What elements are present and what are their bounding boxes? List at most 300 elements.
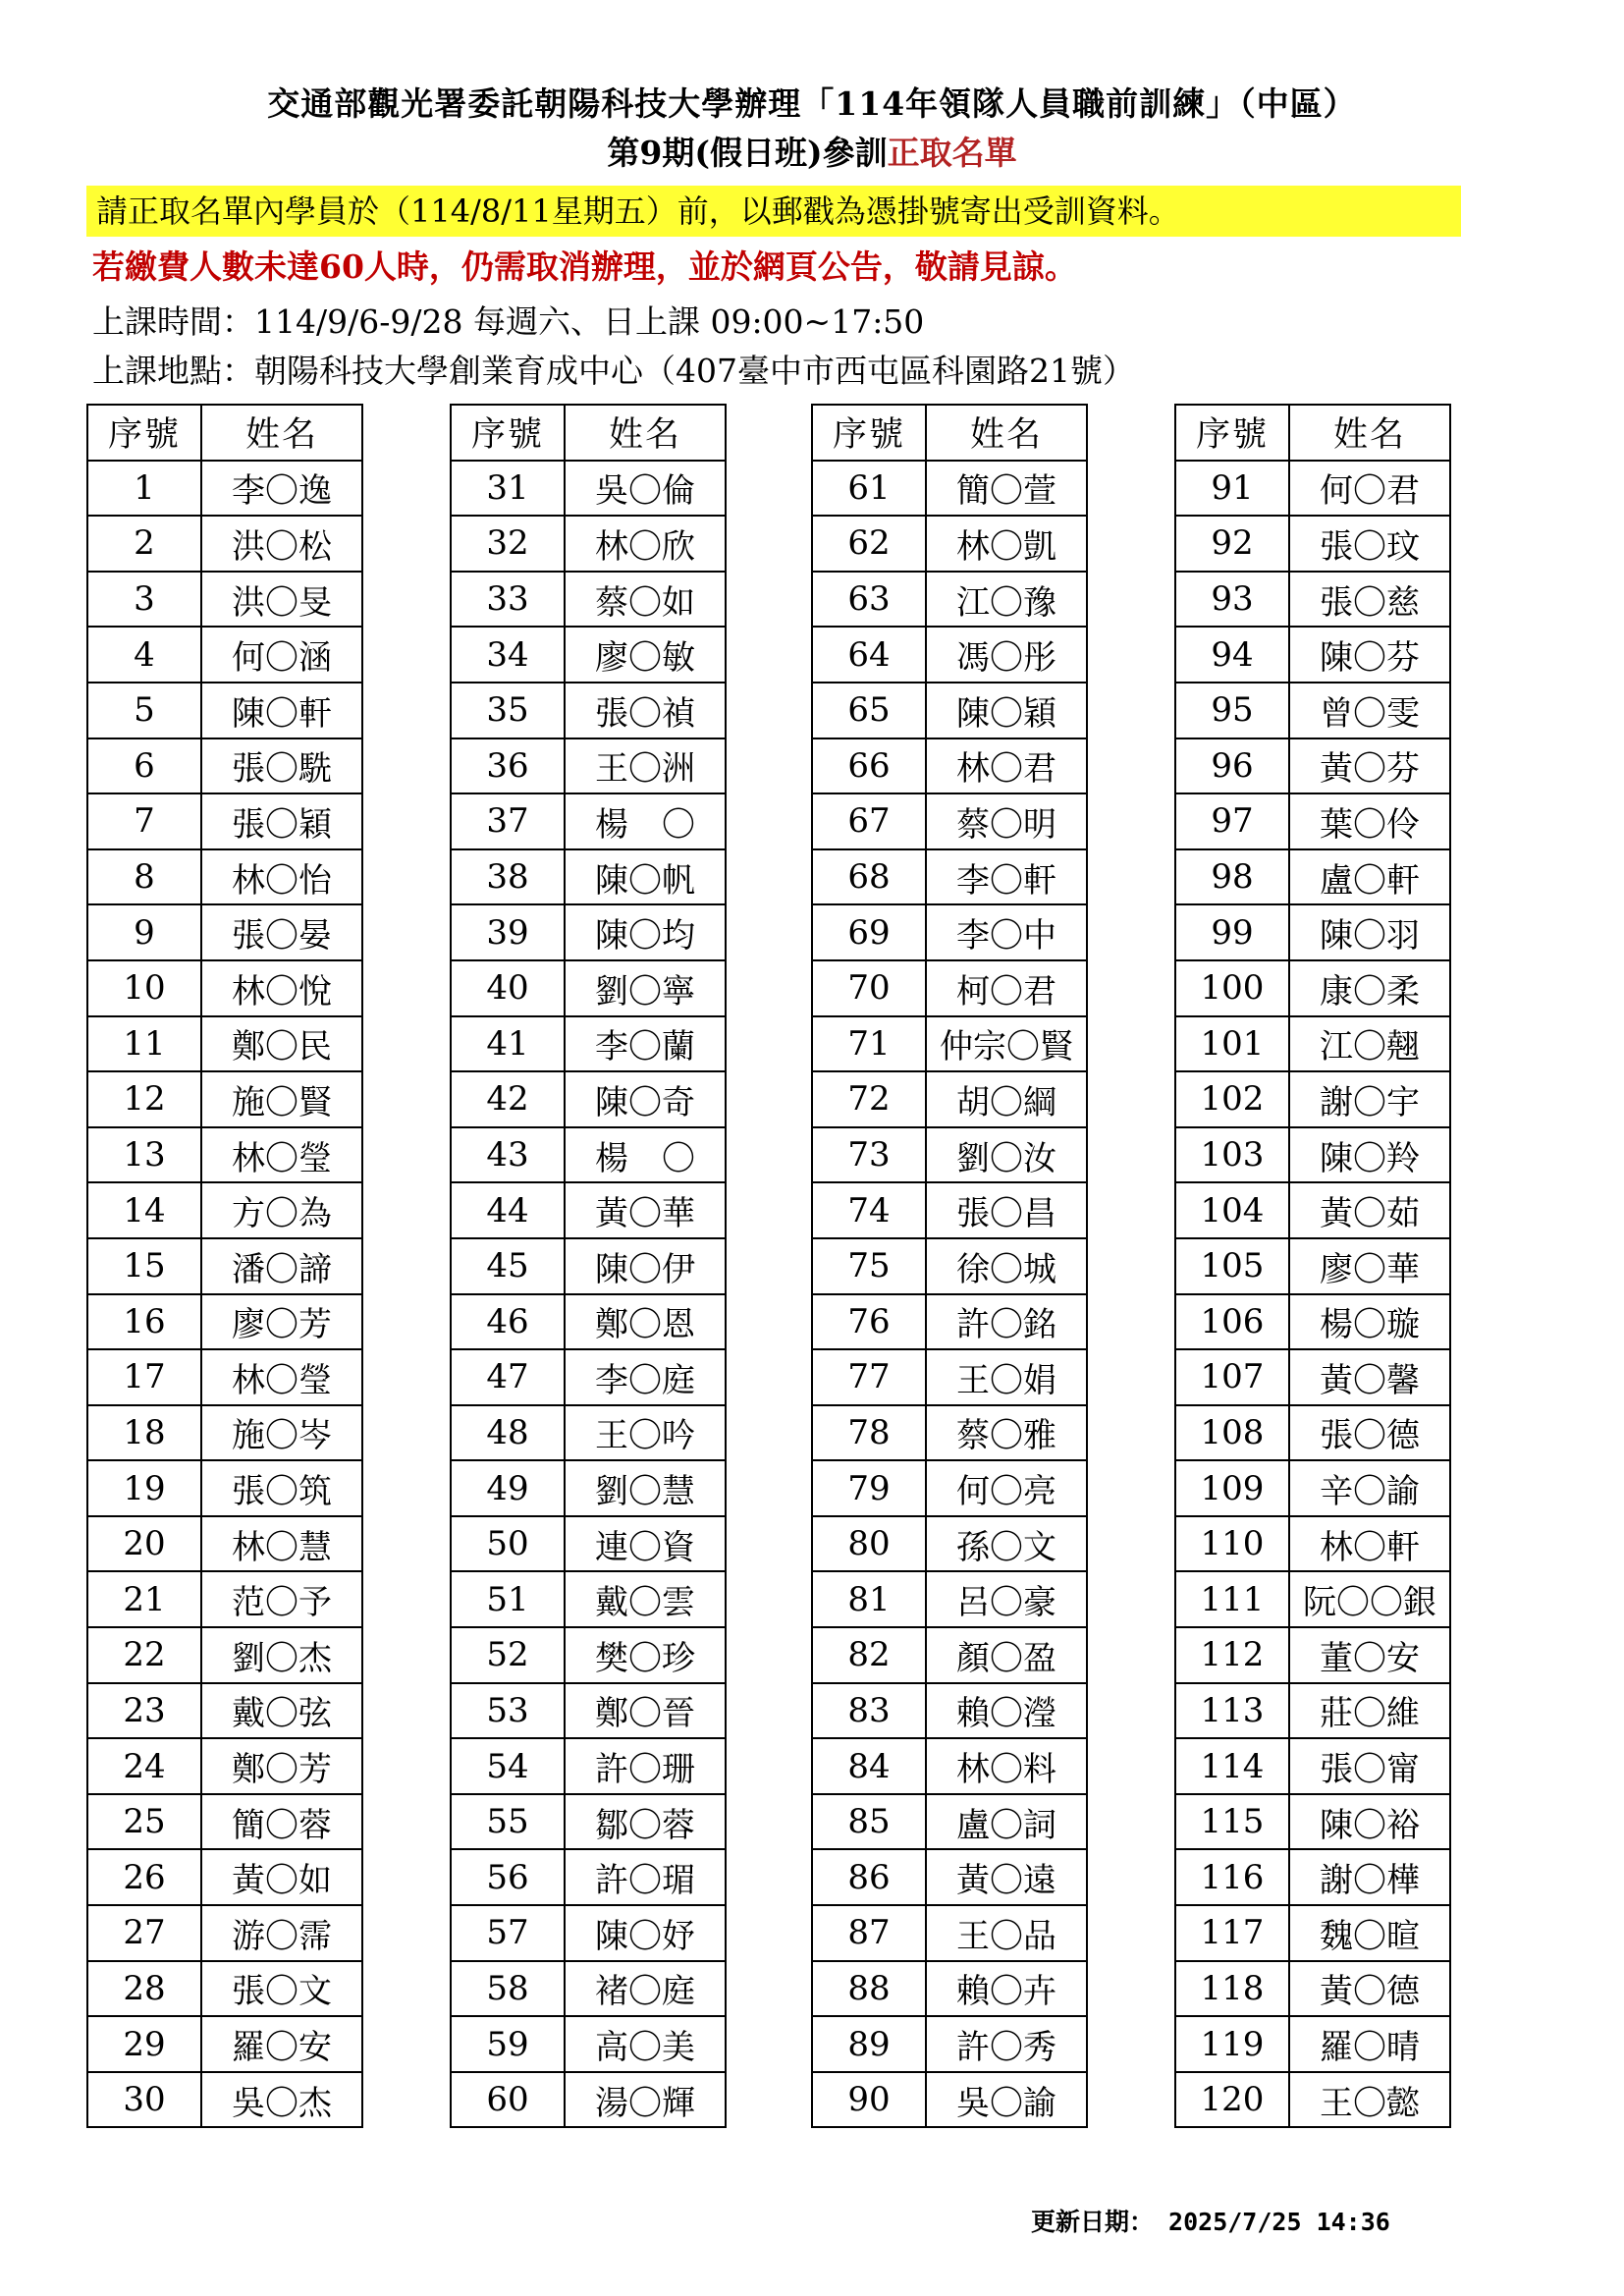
table-row bbox=[87, 1071, 362, 1127]
table-row bbox=[451, 738, 726, 794]
header-name: 姓名 bbox=[565, 405, 726, 461]
row-number: 90 bbox=[812, 2072, 926, 2128]
table-row bbox=[1175, 572, 1450, 628]
row-name: 吳〇倫 bbox=[565, 461, 726, 517]
row-number: 115 bbox=[1175, 1794, 1289, 1850]
header-number: 序號 bbox=[87, 405, 201, 461]
row-number: 58 bbox=[451, 1961, 565, 2017]
table-header-row bbox=[812, 405, 1087, 461]
table-row bbox=[1175, 849, 1450, 905]
table-row bbox=[1175, 2016, 1450, 2072]
row-name: 陳〇奇 bbox=[565, 1071, 726, 1127]
header-number: 序號 bbox=[812, 405, 926, 461]
row-name: 何〇君 bbox=[1289, 461, 1450, 517]
row-name: 王〇吟 bbox=[565, 1405, 726, 1461]
table-row bbox=[1175, 627, 1450, 683]
row-number: 92 bbox=[1175, 516, 1289, 572]
row-number: 111 bbox=[1175, 1571, 1289, 1627]
row-number: 4 bbox=[87, 627, 201, 683]
table-row bbox=[1175, 1738, 1450, 1794]
table-row bbox=[87, 1961, 362, 2017]
row-name: 賴〇卉 bbox=[926, 1961, 1087, 2017]
row-number: 11 bbox=[87, 1016, 201, 1072]
table-row bbox=[451, 516, 726, 572]
row-number: 50 bbox=[451, 1516, 565, 1572]
row-name: 林〇軒 bbox=[1289, 1516, 1450, 1572]
row-name: 張〇筑 bbox=[201, 1460, 362, 1516]
table-row bbox=[812, 572, 1087, 628]
row-name: 楊 〇 bbox=[565, 793, 726, 849]
table-row bbox=[451, 1849, 726, 1905]
row-name: 陳〇伊 bbox=[565, 1238, 726, 1294]
row-name: 李〇軒 bbox=[926, 849, 1087, 905]
table-row bbox=[451, 1294, 726, 1350]
row-number: 103 bbox=[1175, 1127, 1289, 1183]
table-row bbox=[1175, 1460, 1450, 1516]
table-row bbox=[451, 1071, 726, 1127]
table-row bbox=[451, 1016, 726, 1072]
table-row bbox=[451, 572, 726, 628]
table-row bbox=[451, 793, 726, 849]
table-row bbox=[1175, 960, 1450, 1016]
table-row bbox=[451, 1683, 726, 1739]
row-number: 19 bbox=[87, 1460, 201, 1516]
row-number: 79 bbox=[812, 1460, 926, 1516]
row-number: 104 bbox=[1175, 1182, 1289, 1238]
table-row bbox=[87, 572, 362, 628]
row-name: 鄒〇蓉 bbox=[565, 1794, 726, 1850]
row-name: 鄭〇芳 bbox=[201, 1738, 362, 1794]
row-name: 黃〇華 bbox=[565, 1182, 726, 1238]
row-name: 楊〇璇 bbox=[1289, 1294, 1450, 1350]
row-name: 張〇德 bbox=[1289, 1405, 1450, 1461]
table-row bbox=[812, 683, 1087, 738]
row-name: 蔡〇雅 bbox=[926, 1405, 1087, 1461]
row-number: 95 bbox=[1175, 683, 1289, 738]
row-number: 59 bbox=[451, 2016, 565, 2072]
row-name: 呂〇豪 bbox=[926, 1571, 1087, 1627]
table-row bbox=[1175, 1127, 1450, 1183]
row-name: 洪〇旻 bbox=[201, 572, 362, 628]
row-number: 66 bbox=[812, 738, 926, 794]
document-subtitle bbox=[0, 128, 1624, 174]
row-number: 48 bbox=[451, 1405, 565, 1461]
row-number: 6 bbox=[87, 738, 201, 794]
row-number: 25 bbox=[87, 1794, 201, 1850]
row-name: 湯〇輝 bbox=[565, 2072, 726, 2128]
class-location: 上課地點：朝陽科技大學創業育成中心（407臺中市西屯區科園路21號） bbox=[92, 352, 1135, 390]
row-number: 77 bbox=[812, 1349, 926, 1405]
row-name: 李〇中 bbox=[926, 904, 1087, 960]
row-number: 91 bbox=[1175, 461, 1289, 517]
row-name: 張〇晏 bbox=[201, 904, 362, 960]
row-number: 72 bbox=[812, 1071, 926, 1127]
table-row bbox=[812, 2072, 1087, 2128]
roster-table-1 bbox=[86, 404, 363, 2128]
table-row bbox=[812, 627, 1087, 683]
row-number: 55 bbox=[451, 1794, 565, 1850]
row-number: 76 bbox=[812, 1294, 926, 1350]
row-name: 楊 〇 bbox=[565, 1127, 726, 1183]
row-number: 88 bbox=[812, 1961, 926, 2017]
table-row bbox=[812, 1738, 1087, 1794]
row-number: 22 bbox=[87, 1627, 201, 1683]
row-name: 張〇甯 bbox=[1289, 1738, 1450, 1794]
table-row bbox=[812, 738, 1087, 794]
table-row bbox=[451, 849, 726, 905]
row-name: 張〇文 bbox=[201, 1961, 362, 2017]
row-name: 劉〇杰 bbox=[201, 1627, 362, 1683]
table-row bbox=[812, 516, 1087, 572]
table-row bbox=[451, 1127, 726, 1183]
row-name: 王〇娟 bbox=[926, 1349, 1087, 1405]
subtitle-prefix: 第9期(假日班)參訓 bbox=[607, 134, 888, 172]
row-name: 潘〇諦 bbox=[201, 1238, 362, 1294]
row-number: 75 bbox=[812, 1238, 926, 1294]
table-row bbox=[812, 1127, 1087, 1183]
row-number: 101 bbox=[1175, 1016, 1289, 1072]
row-name: 鄭〇晉 bbox=[565, 1683, 726, 1739]
row-name: 黃〇馨 bbox=[1289, 1349, 1450, 1405]
row-number: 62 bbox=[812, 516, 926, 572]
row-name: 林〇悅 bbox=[201, 960, 362, 1016]
table-row bbox=[812, 461, 1087, 517]
table-row bbox=[451, 2072, 726, 2128]
row-number: 31 bbox=[451, 461, 565, 517]
row-name: 陳〇芬 bbox=[1289, 627, 1450, 683]
row-name: 羅〇安 bbox=[201, 2016, 362, 2072]
row-name: 張〇駪 bbox=[201, 738, 362, 794]
row-name: 廖〇華 bbox=[1289, 1238, 1450, 1294]
table-row bbox=[1175, 1794, 1450, 1850]
row-number: 47 bbox=[451, 1349, 565, 1405]
row-name: 許〇銘 bbox=[926, 1294, 1087, 1350]
row-name: 陳〇軒 bbox=[201, 683, 362, 738]
table-row bbox=[451, 683, 726, 738]
table-row bbox=[812, 1516, 1087, 1572]
row-number: 73 bbox=[812, 1127, 926, 1183]
row-number: 78 bbox=[812, 1405, 926, 1461]
table-row bbox=[87, 960, 362, 1016]
row-name: 陳〇羽 bbox=[1289, 904, 1450, 960]
row-number: 30 bbox=[87, 2072, 201, 2128]
row-name: 李〇逸 bbox=[201, 461, 362, 517]
table-row bbox=[87, 2016, 362, 2072]
table-row bbox=[812, 1849, 1087, 1905]
row-name: 許〇瑂 bbox=[565, 1849, 726, 1905]
row-number: 110 bbox=[1175, 1516, 1289, 1572]
row-name: 阮〇〇銀 bbox=[1289, 1571, 1450, 1627]
deadline-notice: 請正取名單內學員於（114/8/11星期五）前，以郵戳為憑掛號寄出受訓資料。 bbox=[86, 186, 1461, 237]
row-number: 49 bbox=[451, 1460, 565, 1516]
table-row bbox=[812, 960, 1087, 1016]
cancellation-warning: 若繳費人數未達60人時，仍需取消辦理，並於網頁公告，敬請見諒。 bbox=[92, 247, 1077, 286]
table-row bbox=[451, 1405, 726, 1461]
row-number: 109 bbox=[1175, 1460, 1289, 1516]
document-title: 交通部觀光署委託朝陽科技大學辦理「114年領隊人員職前訓練」（中區） bbox=[267, 84, 1357, 123]
row-number: 99 bbox=[1175, 904, 1289, 960]
row-number: 34 bbox=[451, 627, 565, 683]
table-row bbox=[87, 738, 362, 794]
row-name: 林〇怡 bbox=[201, 849, 362, 905]
row-number: 89 bbox=[812, 2016, 926, 2072]
row-number: 112 bbox=[1175, 1627, 1289, 1683]
row-name: 陳〇羚 bbox=[1289, 1127, 1450, 1183]
row-name: 林〇瑩 bbox=[201, 1127, 362, 1183]
row-name: 方〇為 bbox=[201, 1182, 362, 1238]
row-number: 60 bbox=[451, 2072, 565, 2128]
row-number: 3 bbox=[87, 572, 201, 628]
table-header-row bbox=[87, 405, 362, 461]
table-row bbox=[451, 904, 726, 960]
table-row bbox=[812, 1405, 1087, 1461]
table-row bbox=[451, 1961, 726, 2017]
table-row bbox=[87, 1182, 362, 1238]
row-number: 53 bbox=[451, 1683, 565, 1739]
table-row bbox=[1175, 1071, 1450, 1127]
row-name: 顏〇盈 bbox=[926, 1627, 1087, 1683]
table-row bbox=[87, 1627, 362, 1683]
row-number: 45 bbox=[451, 1238, 565, 1294]
table-row bbox=[87, 1905, 362, 1961]
table-row bbox=[87, 627, 362, 683]
row-name: 廖〇芳 bbox=[201, 1294, 362, 1350]
row-number: 71 bbox=[812, 1016, 926, 1072]
row-name: 謝〇樺 bbox=[1289, 1849, 1450, 1905]
table-row bbox=[1175, 738, 1450, 794]
row-number: 108 bbox=[1175, 1405, 1289, 1461]
subtitle-highlight: 正取名單 bbox=[887, 134, 1017, 172]
row-number: 21 bbox=[87, 1571, 201, 1627]
row-name: 張〇穎 bbox=[201, 793, 362, 849]
row-name: 盧〇詞 bbox=[926, 1794, 1087, 1850]
row-name: 謝〇宇 bbox=[1289, 1071, 1450, 1127]
table-row bbox=[87, 1349, 362, 1405]
row-number: 43 bbox=[451, 1127, 565, 1183]
table-row bbox=[1175, 516, 1450, 572]
row-number: 64 bbox=[812, 627, 926, 683]
row-name: 何〇亮 bbox=[926, 1460, 1087, 1516]
header-name: 姓名 bbox=[201, 405, 362, 461]
row-number: 102 bbox=[1175, 1071, 1289, 1127]
table-row bbox=[812, 1627, 1087, 1683]
row-name: 仲宗〇賢 bbox=[926, 1016, 1087, 1072]
row-number: 5 bbox=[87, 683, 201, 738]
row-name: 許〇珊 bbox=[565, 1738, 726, 1794]
row-name: 施〇岑 bbox=[201, 1405, 362, 1461]
row-name: 連〇資 bbox=[565, 1516, 726, 1572]
row-name: 羅〇晴 bbox=[1289, 2016, 1450, 2072]
table-row bbox=[1175, 1849, 1450, 1905]
row-number: 14 bbox=[87, 1182, 201, 1238]
row-number: 27 bbox=[87, 1905, 201, 1961]
row-name: 褚〇庭 bbox=[565, 1961, 726, 2017]
row-number: 67 bbox=[812, 793, 926, 849]
row-name: 江〇翹 bbox=[1289, 1016, 1450, 1072]
table-row bbox=[87, 2072, 362, 2128]
table-row bbox=[451, 1460, 726, 1516]
table-header-row bbox=[451, 405, 726, 461]
row-number: 36 bbox=[451, 738, 565, 794]
table-row bbox=[812, 1460, 1087, 1516]
table-row bbox=[451, 1349, 726, 1405]
row-number: 93 bbox=[1175, 572, 1289, 628]
table-row bbox=[451, 627, 726, 683]
row-number: 83 bbox=[812, 1683, 926, 1739]
table-row bbox=[812, 1905, 1087, 1961]
row-number: 38 bbox=[451, 849, 565, 905]
row-number: 98 bbox=[1175, 849, 1289, 905]
table-row bbox=[812, 1683, 1087, 1739]
row-number: 118 bbox=[1175, 1961, 1289, 2017]
row-name: 林〇瑩 bbox=[201, 1349, 362, 1405]
table-row bbox=[1175, 2072, 1450, 2128]
table-row bbox=[1175, 793, 1450, 849]
row-number: 82 bbox=[812, 1627, 926, 1683]
row-number: 96 bbox=[1175, 738, 1289, 794]
row-number: 46 bbox=[451, 1294, 565, 1350]
header-name: 姓名 bbox=[926, 405, 1087, 461]
row-number: 2 bbox=[87, 516, 201, 572]
table-row bbox=[812, 904, 1087, 960]
table-row bbox=[1175, 1238, 1450, 1294]
table-row bbox=[812, 1016, 1087, 1072]
table-row bbox=[451, 1738, 726, 1794]
row-name: 江〇豫 bbox=[926, 572, 1087, 628]
row-number: 52 bbox=[451, 1627, 565, 1683]
row-number: 68 bbox=[812, 849, 926, 905]
row-name: 吳〇諭 bbox=[926, 2072, 1087, 2128]
row-name: 劉〇汝 bbox=[926, 1127, 1087, 1183]
table-row bbox=[87, 1738, 362, 1794]
row-name: 高〇美 bbox=[565, 2016, 726, 2072]
row-number: 17 bbox=[87, 1349, 201, 1405]
row-number: 10 bbox=[87, 960, 201, 1016]
header-name: 姓名 bbox=[1289, 405, 1450, 461]
row-number: 9 bbox=[87, 904, 201, 960]
row-number: 87 bbox=[812, 1905, 926, 1961]
table-row bbox=[451, 1627, 726, 1683]
row-name: 盧〇軒 bbox=[1289, 849, 1450, 905]
row-number: 107 bbox=[1175, 1349, 1289, 1405]
row-name: 簡〇萱 bbox=[926, 461, 1087, 517]
row-number: 8 bbox=[87, 849, 201, 905]
row-name: 孫〇文 bbox=[926, 1516, 1087, 1572]
row-name: 馮〇彤 bbox=[926, 627, 1087, 683]
row-name: 鄭〇民 bbox=[201, 1016, 362, 1072]
row-number: 13 bbox=[87, 1127, 201, 1183]
row-name: 徐〇城 bbox=[926, 1238, 1087, 1294]
row-name: 王〇懿 bbox=[1289, 2072, 1450, 2128]
row-name: 林〇凱 bbox=[926, 516, 1087, 572]
row-number: 65 bbox=[812, 683, 926, 738]
table-row bbox=[451, 2016, 726, 2072]
table-row bbox=[812, 849, 1087, 905]
row-number: 28 bbox=[87, 1961, 201, 2017]
row-name: 施〇賢 bbox=[201, 1071, 362, 1127]
row-number: 120 bbox=[1175, 2072, 1289, 2128]
row-name: 游〇霈 bbox=[201, 1905, 362, 1961]
row-number: 16 bbox=[87, 1294, 201, 1350]
table-row bbox=[451, 1905, 726, 1961]
row-name: 黃〇如 bbox=[201, 1849, 362, 1905]
table-row bbox=[451, 1238, 726, 1294]
row-number: 24 bbox=[87, 1738, 201, 1794]
row-name: 許〇秀 bbox=[926, 2016, 1087, 2072]
table-row bbox=[87, 1460, 362, 1516]
header-number: 序號 bbox=[451, 405, 565, 461]
table-row bbox=[1175, 1627, 1450, 1683]
table-row bbox=[812, 1071, 1087, 1127]
row-number: 119 bbox=[1175, 2016, 1289, 2072]
row-name: 陳〇妤 bbox=[565, 1905, 726, 1961]
row-number: 7 bbox=[87, 793, 201, 849]
table-row bbox=[1175, 1516, 1450, 1572]
row-name: 王〇品 bbox=[926, 1905, 1087, 1961]
table-row bbox=[1175, 1961, 1450, 2017]
table-row bbox=[1175, 1571, 1450, 1627]
row-name: 曾〇雯 bbox=[1289, 683, 1450, 738]
row-name: 王〇洲 bbox=[565, 738, 726, 794]
row-number: 33 bbox=[451, 572, 565, 628]
table-row bbox=[1175, 1905, 1450, 1961]
row-number: 70 bbox=[812, 960, 926, 1016]
header-number: 序號 bbox=[1175, 405, 1289, 461]
row-name: 劉〇寧 bbox=[565, 960, 726, 1016]
row-number: 26 bbox=[87, 1849, 201, 1905]
row-number: 56 bbox=[451, 1849, 565, 1905]
table-row bbox=[1175, 1182, 1450, 1238]
row-name: 林〇料 bbox=[926, 1738, 1087, 1794]
table-row bbox=[1175, 1349, 1450, 1405]
row-name: 林〇慧 bbox=[201, 1516, 362, 1572]
row-number: 86 bbox=[812, 1849, 926, 1905]
table-row bbox=[87, 793, 362, 849]
row-name: 辛〇諭 bbox=[1289, 1460, 1450, 1516]
row-name: 葉〇伶 bbox=[1289, 793, 1450, 849]
row-number: 69 bbox=[812, 904, 926, 960]
table-row bbox=[812, 1349, 1087, 1405]
row-number: 32 bbox=[451, 516, 565, 572]
row-name: 黃〇芬 bbox=[1289, 738, 1450, 794]
table-row bbox=[451, 1571, 726, 1627]
table-row bbox=[812, 1794, 1087, 1850]
table-row bbox=[451, 960, 726, 1016]
table-row bbox=[812, 1294, 1087, 1350]
row-number: 100 bbox=[1175, 960, 1289, 1016]
table-row bbox=[1175, 1405, 1450, 1461]
table-row bbox=[1175, 1294, 1450, 1350]
row-number: 106 bbox=[1175, 1294, 1289, 1350]
row-number: 57 bbox=[451, 1905, 565, 1961]
row-number: 23 bbox=[87, 1683, 201, 1739]
row-name: 李〇蘭 bbox=[565, 1016, 726, 1072]
table-row bbox=[87, 1571, 362, 1627]
table-row bbox=[87, 1516, 362, 1572]
row-name: 張〇玟 bbox=[1289, 516, 1450, 572]
table-row bbox=[87, 461, 362, 517]
table-header-row bbox=[1175, 405, 1450, 461]
row-name: 黃〇德 bbox=[1289, 1961, 1450, 2017]
table-row bbox=[451, 1182, 726, 1238]
row-name: 黃〇遠 bbox=[926, 1849, 1087, 1905]
roster-table-2 bbox=[450, 404, 727, 2128]
table-row bbox=[1175, 1683, 1450, 1739]
table-row bbox=[1175, 904, 1450, 960]
table-row bbox=[87, 1849, 362, 1905]
row-name: 簡〇蓉 bbox=[201, 1794, 362, 1850]
row-name: 李〇庭 bbox=[565, 1349, 726, 1405]
